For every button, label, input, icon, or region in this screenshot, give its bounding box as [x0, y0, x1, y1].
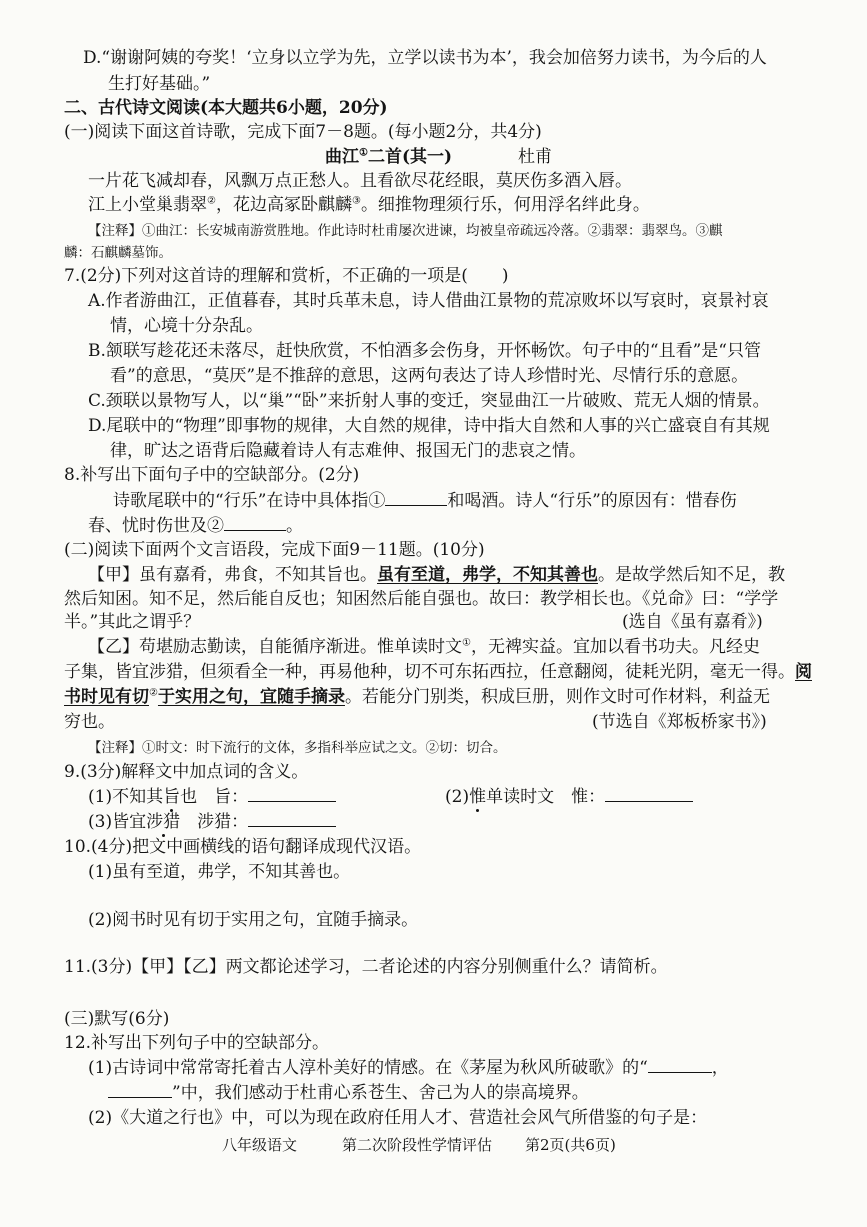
- q12-blank-2[interactable]: [108, 1083, 172, 1098]
- passage-jia-line2: 然后知困。知不足，然后能自反也；知困然后能自强也。故曰：教学相长也。《兑命》曰：“学学: [64, 589, 779, 609]
- section-title: 二、古代诗文阅读(本大题共6小题，20分): [64, 98, 388, 118]
- poem-note-line2: 麟：石麒麟墓饰。: [64, 245, 172, 261]
- q9-blank-1[interactable]: [248, 787, 336, 802]
- q7-option-b-line2: 看”的意思，“莫厌”是不推辞的意思，这两句表达了诗人珍惜时光、尽情行乐的意愿。: [110, 366, 749, 386]
- poem-author: 杜甫: [518, 147, 552, 167]
- q7-option-a-line2: 情，心境十分杂乱。: [110, 316, 263, 336]
- passage-jia-line3: 半。”其此之谓乎？: [64, 612, 201, 632]
- q9-blank-2[interactable]: [605, 787, 693, 802]
- underlined-sentence-2: 书时见有切: [64, 687, 149, 707]
- q9-stem: 9.(3分)解释文中加点词的含义。: [64, 762, 309, 782]
- part2-heading: (二)阅读下面两个文言语段，完成下面9－11题。(10分): [64, 540, 485, 560]
- q9-item2: (2)惟单读时文 惟：: [445, 787, 693, 807]
- underlined-sentence-1: 虽有至道，弗学，不知其善也: [377, 565, 598, 585]
- passage-jia-line1: 【甲】虽有嘉肴，弗食，不知其旨也。虽有至道，弗学，不知其善也。是故学然后知不足，教: [88, 565, 785, 585]
- option-d-line1: D.“谢谢阿姨的夸奖！‘立身以立学为先，立学以读书为本’，我会加倍努力读书，为今后的人: [83, 48, 767, 68]
- poem-line1: 一片花飞减却春，风飘万点正愁人。且看欲尽花经眼，莫厌伤多酒入唇。: [88, 171, 632, 191]
- option-d-line2: 生打好基础。”: [108, 74, 211, 94]
- poem-title: 曲江①二首(其一): [325, 147, 453, 167]
- q12-blank-1[interactable]: [648, 1058, 712, 1073]
- q7-option-c: C.颈联以景物写人，以“巢”“卧”来折射人事的变迁，突显曲江一片破败、荒无人烟的情景。: [88, 391, 770, 411]
- q7-option-d-line1: D.尾联中的“物理”即事物的规律，大自然的规律，诗中指大自然和人事的兴亡盛衰自有其规: [88, 416, 770, 436]
- q8-line2: 春、忧时伤世及② 。: [88, 516, 303, 536]
- q8-line1: 诗歌尾联中的“行乐”在诗中具体指① 和喝酒。诗人“行乐”的原因有：惜春伤: [113, 491, 737, 511]
- q9-blank-3[interactable]: [248, 812, 336, 827]
- part1-heading: (一)阅读下面这首诗歌，完成下面7－8题。(每小题2分，共4分): [64, 122, 542, 142]
- passage-yi-line1: 【乙】苟堪励志勤读，自能循序渐进。惟单读时文①，无裨实益。宜加以看书功夫。凡经史: [88, 637, 760, 657]
- passage-jia-source: (选自《虽有嘉肴》): [622, 612, 763, 632]
- q7-option-b-line1: B.颔联写趁花还未落尽，赶快欣赏，不怕酒多会伤身，开怀畅饮。句子中的“且看”是“只管: [88, 341, 761, 361]
- poem-note-line1: 【注释】①曲江：长安城南游赏胜地。作此诗时杜甫屡次进谏，均被皇帝疏远冷落。②翡翠：翡翠鸟。③麒: [88, 223, 723, 239]
- q10-item2: (2)阅书时见有切于实用之句，宜随手摘录。: [88, 910, 419, 930]
- passage-yi-line2: 子集，皆宜涉猎，但须看全一种，再易他种，切不可东拓西拉，任意翻阅，徒耗光阴，毫无一得。阅: [64, 662, 812, 682]
- poem-line2: 江上小堂巢翡翠②，花边高冢卧麒麟③。细推物理须行乐，何用浮名绊此身。: [88, 195, 650, 215]
- q11-stem: 11.(3分)【甲】【乙】两文都论述学习，二者论述的内容分别侧重什么？请简析。: [64, 957, 668, 977]
- q7-option-d-line2: 律，旷达之语背后隐藏着诗人有志难伸、报国无门的悲哀之情。: [110, 441, 586, 461]
- q12-item1-line1: (1)古诗词中常常寄托着古人淳朴美好的情感。在《茅屋为秋风所破歌》的“ ，: [88, 1058, 729, 1078]
- q9-item1: (1)不知其旨也 旨：: [88, 787, 336, 807]
- q10-stem: 10.(4分)把文中画横线的语句翻译成现代汉语。: [64, 837, 422, 857]
- q8-stem: 8.补写出下面句子中的空缺部分。(2分): [64, 465, 360, 485]
- q7-stem: 7.(2分)下列对这首诗的理解和赏析，不正确的一项是( ): [64, 266, 509, 286]
- q12-item2: (2)《大道之行也》中，可以为现在政府任用人才、营造社会风气所借鉴的句子是：: [88, 1108, 708, 1128]
- passage-yi-source: (节选自《郑板桥家书》): [592, 712, 767, 732]
- passage-yi-line4: 穷也。: [64, 712, 115, 732]
- q8-blank-2[interactable]: [224, 516, 286, 531]
- part3-heading: (三)默写(6分): [64, 1009, 170, 1029]
- underlined-sentence-2-start: 阅: [795, 662, 812, 682]
- q12-item1-line2: ”中，我们感动于杜甫心系苍生、舍己为人的崇高境界。: [108, 1083, 589, 1103]
- q8-blank-1[interactable]: [385, 491, 447, 506]
- footer-subject: 八年级语文: [222, 1136, 298, 1154]
- q12-stem: 12.补写出下列句子中的空缺部分。: [64, 1033, 330, 1053]
- passage-note: 【注释】①时文：时下流行的文体，多指科举应试之文。②切：切合。: [88, 740, 507, 756]
- footer-page-number: 第2页(共6页): [525, 1136, 616, 1154]
- q10-item1: (1)虽有至道，弗学，不知其善也。: [88, 862, 351, 882]
- q7-option-a-line1: A.作者游曲江，正值暮春，其时兵革未息，诗人借曲江景物的荒凉败坏以写哀时，哀景衬哀: [88, 291, 769, 311]
- footer-exam: 第二次阶段性学情评估: [342, 1136, 493, 1154]
- passage-yi-line3: 书时见有切②于实用之句，宜随手摘录。若能分门别类，积成巨册，则作文时可作材料，利益无: [64, 687, 770, 707]
- q9-item3: (3)皆宜涉猎 涉猎：: [88, 812, 336, 832]
